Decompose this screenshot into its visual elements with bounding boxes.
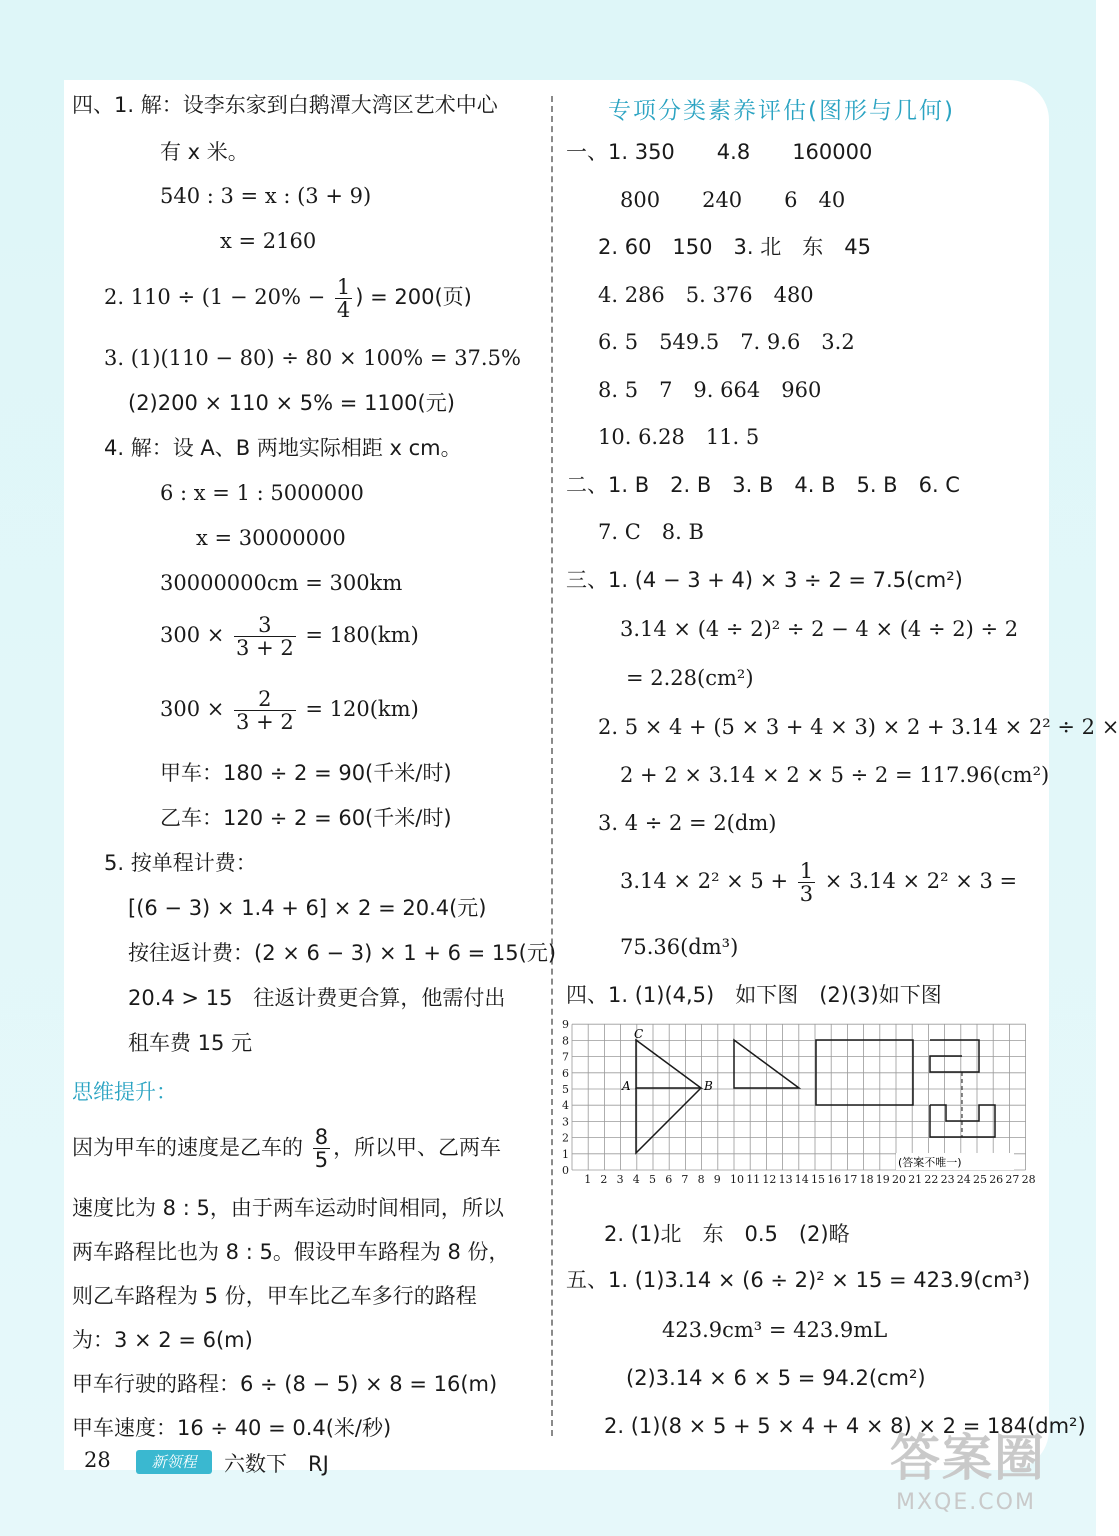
left-line-6: 3. (1)(110 − 80) ÷ 80 × 100% = 37.5% [104,346,521,370]
x-tick-label: 3 [616,1173,624,1186]
fraction-2-5 [234,688,296,733]
right-line-12: = 2.28(cm²) [626,666,754,690]
x-tick-label: 4 [632,1173,640,1186]
y-tick-label: 4 [562,1099,569,1113]
right-line-2: 800 240 6 40 [620,188,846,212]
left-line-19: 20.4 > 15 往返计费更合算，他需付出 [128,986,506,1010]
left-line-9: 6 : x = 1 : 5000000 [160,481,364,505]
left-line-16: 5. 按单程计费： [104,851,257,875]
column-divider [551,96,553,1436]
x-tick-label: 22 [924,1173,939,1186]
left-line-13 [160,688,419,733]
right-line-23: 2. (1)(8 × 5 + 5 × 4 + 4 × 8) × 2 = 184(dm²) [604,1414,1086,1438]
left-line-12 [160,614,419,659]
x-tick-label: 25 [973,1173,987,1186]
fraction-3-5 [234,614,296,659]
left-line-14: 甲车：180 ÷ 2 = 90(千米/时) [160,761,452,785]
think-title: 思维提升： [72,1080,177,1104]
point-label-c: C [634,1027,644,1041]
x-tick-label: 1 [584,1173,592,1186]
y-tick-label: 2 [562,1131,569,1145]
right-line-3: 2. 60 150 3. 北 东 45 [598,235,871,259]
watermark-url: MXQE.COM [896,1490,1036,1515]
right-line-22: (2)3.14 × 6 × 5 = 94.2(cm²) [626,1366,926,1390]
y-tick-label: 3 [562,1115,569,1129]
x-tick-label: 20 [892,1173,906,1186]
y-tick-label: 8 [562,1034,569,1048]
x-tick-label: 14 [794,1173,809,1186]
right-line-13: 2. 5 × 4 + (5 × 3 + 4 × 3) × 2 + 3.14 × 2² ÷ 2 × [598,715,1119,739]
x-tick-label: 26 [989,1173,1004,1186]
right-line-1: 一、1. 350 4.8 160000 [566,140,873,164]
x-tick-label: 12 [762,1173,777,1186]
expr-left: 3.14 × 2² × 5 + [620,869,795,894]
net-shape-top [930,1040,979,1072]
fraction-1-4 [335,276,352,321]
brand-badge: 新领程 [136,1450,212,1474]
left-line-8: 4. 解：设 A、B 两地实际相距 x cm。 [104,436,462,460]
left-line-5 [104,276,472,321]
left-line-4: x = 2160 [220,229,317,253]
x-tick-label: 17 [843,1173,858,1186]
x-tick-label: 10 [730,1173,744,1186]
point-label-a: A [622,1079,631,1093]
frac-den: 4 [336,298,351,323]
watermark-logo [890,1418,1090,1533]
expr-left: 300 × [160,623,232,648]
frac-num: 1 [336,275,351,299]
x-tick-label: 28 [1021,1173,1036,1186]
think-line-2: 速度比为 8 : 5，由于两车运动时间相同，所以 [72,1196,504,1220]
frac-den: 5 [314,1148,329,1173]
frac-den: 3 + 2 [236,710,294,735]
x-tick-label: 2 [600,1173,608,1186]
right-line-5: 6. 5 549.5 7. 9.6 3.2 [598,330,855,354]
think-line-7: 甲车速度：16 ÷ 40 = 0.4(米/秒) [72,1416,392,1440]
coordinate-grid [562,1018,1036,1190]
frac-num: 2 [234,688,296,711]
left-line-7: (2)200 × 110 × 5% = 1100(元) [128,391,455,415]
think-text-a: 因为甲车的速度是乙车的 [72,1135,310,1160]
x-tick-label: 7 [681,1173,689,1186]
x-tick-label: 15 [811,1173,825,1186]
expr-right: × 3.14 × 2² × 3 = [818,869,1018,894]
y-tick-label: 0 [562,1164,569,1177]
y-tick-label: 7 [562,1050,569,1064]
frac-den: 3 [799,882,814,907]
x-tick-label: 13 [778,1173,793,1186]
think-line-3: 两车路程比也为 8 : 5。假设甲车路程为 8 份， [72,1240,510,1264]
x-tick-label: 18 [859,1173,874,1186]
right-line-7: 10. 6.28 11. 5 [598,425,760,449]
right-line-10: 三、1. (4 − 3 + 4) × 3 ÷ 2 = 7.5(cm²) [566,568,963,592]
x-tick-label: 9 [713,1173,721,1186]
y-tick-label: 5 [562,1083,569,1096]
x-tick-label: 19 [875,1173,890,1186]
watermark-title: 答案圈 [890,1429,1046,1487]
fraction-8-5 [313,1126,330,1171]
expr-right: = 120(km) [298,697,419,722]
right-line-17: 75.36(dm³) [620,935,739,959]
left-line-11: 30000000cm = 300km [160,571,403,595]
footer-subject: 六数下 RJ [224,1452,329,1476]
think-line-6: 甲车行驶的路程：6 ÷ (8 − 5) × 8 = 16(m) [72,1372,498,1396]
point-label-b: B [704,1079,713,1093]
frac-num: 8 [314,1125,329,1149]
grid-note: (答案不唯一) [898,1156,962,1169]
right-line-15: 3. 4 ÷ 2 = 2(dm) [598,811,777,835]
fraction-1-3 [798,860,815,905]
right-line-16 [620,860,1017,905]
right-line-19: 2. (1)北 东 0.5 (2)略 [604,1222,850,1246]
section-title: 专项分类素养评估(图形与几何) [608,98,955,124]
left-line-20: 租车费 15 元 [128,1031,253,1055]
think-text-b: ，所以甲、乙两车 [333,1135,502,1160]
expr-left: 300 × [160,697,232,722]
x-tick-label: 6 [665,1173,673,1186]
think-line-1 [72,1126,501,1171]
frac-den: 3 + 2 [236,636,294,661]
left-line-18: 按往返计费：(2 × 6 − 3) × 1 + 6 = 15(元) [128,941,557,965]
coordinate-grid-figure [562,1018,1036,1194]
left-line-1: 四、1. 解：设李东家到白鹅潭大湾区艺术中心 [72,93,498,117]
q2-left: 2. 110 ÷ (1 − 20% − [104,285,332,310]
right-line-11: 3.14 × (4 ÷ 2)² ÷ 2 − 4 × (4 ÷ 2) ÷ 2 [620,617,1019,641]
x-tick-label: 24 [956,1173,971,1186]
expr-right: = 180(km) [298,623,419,648]
left-line-17: [(6 − 3) × 1.4 + 6] × 2 = 20.4(元) [128,896,487,920]
y-tick-label: 1 [562,1147,569,1161]
y-tick-label: 9 [562,1018,569,1032]
frac-num: 3 [234,614,296,637]
left-line-2: 有 x 米。 [160,140,249,164]
x-tick-label: 5 [649,1173,656,1186]
right-line-21: 423.9cm³ = 423.9mL [662,1318,888,1342]
right-line-8: 二、1. B 2. B 3. B 4. B 5. B 6. C [566,473,960,497]
right-line-14: 2 + 2 × 3.14 × 2 × 5 ÷ 2 = 117.96(cm²) [620,763,1050,787]
right-line-4: 4. 286 5. 376 480 [598,283,814,307]
q2-right: ) = 200(页) [355,285,472,310]
right-line-18: 四、1. (1)(4,5) 如下图 (2)(3)如下图 [566,983,942,1007]
x-tick-label: 11 [746,1173,761,1186]
frac-num: 1 [799,859,814,883]
think-line-4: 则乙车路程为 5 份，甲车比乙车多行的路程 [72,1284,477,1308]
triangle-rotated [636,1088,701,1153]
x-tick-label: 8 [697,1173,705,1186]
triangle-cab [636,1040,701,1088]
x-tick-label: 16 [827,1173,842,1186]
left-line-10: x = 30000000 [196,526,346,550]
right-line-6: 8. 5 7 9. 664 960 [598,378,822,402]
left-line-3: 540 : 3 = x : (3 + 9) [160,184,372,208]
page-number: 28 [84,1448,111,1472]
right-line-20: 五、1. (1)3.14 × (6 ÷ 2)² × 15 = 423.9(cm³) [566,1268,1031,1292]
left-line-15: 乙车：120 ÷ 2 = 60(千米/时) [160,806,452,830]
x-tick-label: 21 [908,1173,923,1186]
think-line-5: 为：3 × 2 = 6(m) [72,1328,253,1352]
y-tick-label: 6 [562,1066,569,1080]
x-tick-label: 27 [1005,1173,1020,1186]
x-tick-label: 23 [940,1173,955,1186]
right-line-9: 7. C 8. B [598,520,704,544]
